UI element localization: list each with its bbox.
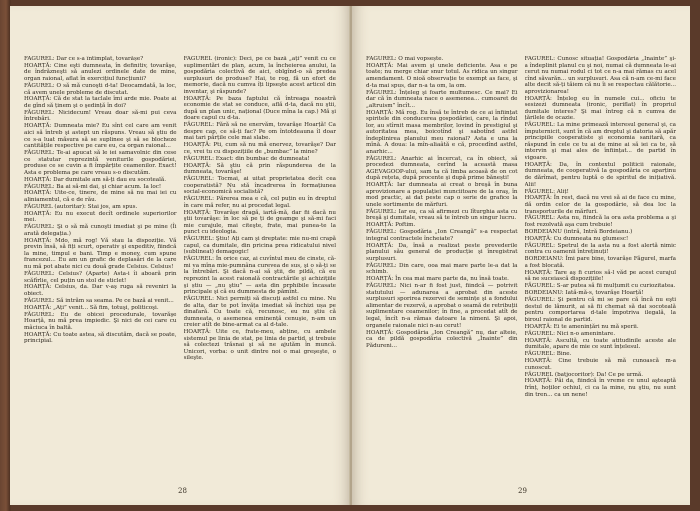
dialogue-line: HOARȚĂ: Mă rog. Eu însă te întreb de ce ai înființat spiritele din conducerea gospodăriei, care, la rîndul lor, au stîrnit masa membrilor, lovind în prestigiul şi autoritatea mea, boicotînd şi sabotînd astfel îndeplinirea planului meu raional? Asta e una la mînă. A doua: la mîn-aliaâtă e că, procedînd astfel, anarhic... bbox=[366, 109, 518, 155]
dialogue-line: HOARȚĂ: Cine trebuie să mă cunoască m-a cunoscut. bbox=[524, 358, 676, 371]
dialogue-line: FĂGUREL (ironic): Deci, pe ce bază „ați” venit cu ce suplimentări de plan, acum, la încheierea anului, la gospodăria colectivă de aici, oblgînd-o să predea surplusuri de produse? Hai, te rog, fă un efort de memorie, dacă nu cumva îți lipseşte acest articol din inventar, şi răspunde? bbox=[183, 56, 336, 95]
dialogue-line: HOARȚĂ: Pti, cum să nu mă enervez, tovarăşe? Dar ce, vrei tu cu dispozițiile de „bumbac” la mine? bbox=[183, 142, 336, 155]
dialogue-line: FĂGUREL: Eu de obicei procedurale, tovarăşe Hoarță, nu mă prea impiedic. Şi nici de cei care cu mâciuca în baltă. bbox=[24, 311, 177, 331]
dialogue-line: HOARȚĂ: Iar dumneata ai creat o breşă în buna aprovizionare a populației munciitoare de la oraş, în mod practic, ai dat peste cap o serie de grafice la unele sortimente de mărfuri. bbox=[366, 182, 518, 208]
dialogue-line: FĂGUREL: Aliț! bbox=[524, 188, 569, 195]
dialogue-line: FĂGUREL: În orice caz, ai cuvîntul meu de cinste, că-mi va mîna mie-pumnâna curevea de sus, şi o să-ți se la întrebări. Şi dacă n-ai să ştii, de pildă, că eu reprezint la acest raională contractările şi achizițiile şi știu — „nu ştiu” — asta din prphibile încasate principale şi că eu dummesta de pămînt. bbox=[183, 256, 336, 296]
dialogue-line: HOARȚĂ: Mdo, mă rog! Vă stau la dispoziție. Vă previn însă, să fiți scurt, operativ şi expeditiv, fiindcă la mine, timpul e bani. Timp e money, cum spune francezul... Eu am un grafic de deplasări de la care nu mă pot abate nici cu două grade Celsius. Celsius! bbox=[24, 237, 177, 271]
dialogue-line: FĂGUREL: O mai vopsește. bbox=[366, 56, 444, 62]
dialogue-line: HOARȚĂ: Mai avem şi unele deficiente. Asa e pe toate; nu merge chiar snur totul. As ridica un singur amendament. O nioă observație te exempt as face, şi d-ta mai spus, dar n-a ta om, la om. bbox=[366, 62, 518, 89]
dialogue-line: HOARȚĂ: Pe baza faptului că întreaga noastră economie de stat se conduce, află d-ta, dacă nu ştii, după un plan unic, național (Duce mîna la cap.) Mă şi doare capul cu d-ta. bbox=[183, 95, 336, 122]
dialogue-line: FĂGUREL: Anarhic ai încercat, ca în obiect, să procedezi dumneata, cerînd la această masa AGEVAGOOP-ului, sam ta că limba acoasă de on cot după rețeta, după procente şi după prime bănești! bbox=[366, 155, 518, 182]
dialogue-line: FĂGUREL: Exact: din bumbac de dumneata! bbox=[183, 155, 310, 162]
dialogue-line: FĂGUREL: Ba ai să-mi dai, şi chiar acum. Ia loc! bbox=[24, 183, 162, 190]
dialogue-line: HOARȚĂ: Gospodăria „Ion Creangă” nu, dar alteie, ca de pildă gospodăria colectivă „Înainte” din Pădureni... bbox=[366, 329, 518, 349]
dialogue-line: HOARȚĂ: Dar dumitale am să-ți dau eu socoteală. bbox=[24, 176, 167, 183]
dialogue-line: FĂGUREL: Asta nu, fiindcă la ora asta problema a şi fost rezolvată aşa cum trebuie! bbox=[524, 215, 676, 229]
dialogue-line: FĂGUREL: Nici permiți să discuți astfel cu mine. Nu de alta, dar te pot învăța imediat să închizi ușa pe dinafară. Cu toate că, recunosc, eu nu ştiu că dumneata, o asemenea eminență cenuşie, n-am un creier atît de bine-armat ca al d-tale. bbox=[183, 295, 336, 329]
dialogue-line: HOARȚĂ: Uite ce, frate-meu, abține, cu ambele sistemul pe linia de stat, pe linia de partid, şi trebuie să colectezi trăsnai şi să ne ajutăm în muncă. Unicori, vorba: o unit dintre noi o mai greşeşte, o sileşte. bbox=[183, 329, 336, 362]
right-page bbox=[352, 6, 690, 505]
dialogue-line: HOARȚĂ: Celsius, da. Dar v-aş ruga să reveniri la obiect. bbox=[24, 284, 177, 297]
dialogue-line: HOARȚĂ: Cine eşti dumneata, în definitiv, tovarăşe, de îndrăzneşti să anulezi ordinele date de mine, organ raional, aflat în exercițiul funcțiunii? bbox=[24, 62, 177, 83]
dialogue-line: HOARȚĂ: Cu dumneata nu glumesc! bbox=[524, 235, 629, 242]
dialogue-line: FĂGUREL: Şi pentru că mi se pare că încă nu eşti destul de lămurit, ai să fii chemat să dai socoteală pentru comportarea d-tale împotriva ilegală, la biroul raional de partid. bbox=[524, 297, 676, 323]
dialogue-line: FĂGUREL: La mine primează interesul general şi, ca împuternicit, sunt în că am dreptul şi datoria să apăr principiile cooperatiste şi economia sanitară, ca răspund în cele ce tu ai de mine ai să iei ca te, să intervin şi mai ales de înființat... de partid în vigoare. bbox=[524, 122, 676, 161]
left-page-column-1 bbox=[24, 56, 177, 477]
dialogue-line: FĂGUREL: Spetrul de la asta nu a fost alertă nimic contra cu oamenii întreținuți! bbox=[524, 242, 676, 256]
dialogue-line: FĂGUREL: Dar ce s-a întîmplat, tovarășe? bbox=[24, 56, 144, 62]
dialogue-line: FĂGUREL: Te-ai apucat să le iei samavolnic din cese ce statutar reprezintă veniturile gospodăriei, produse ce se cuvin a fi împărțite ceamenilor. Exact! Asta e problema pe care vreau s-o discutăm. bbox=[24, 150, 177, 176]
dialogue-line: FĂGUREL (batjocoritor): Da! Ce pe urmă. bbox=[524, 371, 644, 378]
dialogue-line: FĂGUREL: Gospodăria „Ion Creangă” s-a respectat integral contractele încheiate? bbox=[366, 229, 518, 242]
dialogue-line: HOARȚĂ: „Ați” venit... Să fim, totuşi, politicoşi. bbox=[24, 304, 159, 311]
dialogue-line: FĂGUREL: Nicidecum! Vreau doar să-mi pui ceva întrebări. bbox=[24, 109, 177, 123]
dialogue-line: FĂGUREL: Înțeleg şi foarte multumesc. Ce mai? Ei dar că în dumneata nace o asemenea... cumoaret de „altruism” încît... bbox=[366, 89, 518, 109]
dialogue-line: HOARȚĂ: Da, însă a realizat peste prevederile planului său general de producție şi înregistrat surplusuri. bbox=[366, 242, 518, 262]
dialogue-line: HOARȚĂ: Eu nu execut decît ordinele superiorilor mei. bbox=[24, 210, 177, 224]
dialogue-line: FĂGUREL: Şi o să mă cunoşti imediat şi pe mine (Îi arată delegația.) bbox=[24, 224, 177, 237]
dialogue-line: HOARȚĂ: Tare aş fi curios să-l văd pe acest curajul să ne suceiască dispozițiile! bbox=[524, 269, 676, 283]
dialogue-line: FĂGUREL: S-ar putea să fii mulțumit cu curiozitatea. bbox=[524, 283, 676, 290]
dialogue-line: FĂGUREL: Părerea mea e că, cel puțin eu în dreptul în care mă refer, nu ai procedat legal. bbox=[183, 196, 336, 209]
right-page-column-2 bbox=[525, 56, 677, 477]
dialogue-line: FĂGUREL: Iar eu, ca să afirmezi cu lîturghia asta cu breşă şi dumitale, vreau să te întreb un singur lucru. bbox=[366, 208, 518, 222]
dialogue-line: HOARȚĂ: Poftim. bbox=[366, 222, 416, 229]
dialogue-line: BORDEIANU: Îmi pare bine, tovarășe Făgurel, marfa a fost blocată. bbox=[524, 256, 676, 269]
right-page-column-1 bbox=[366, 56, 518, 477]
dialogue-line: HOARȚĂ: În cea mai mare parte da, nu însă toate. bbox=[366, 276, 509, 283]
dialogue-line: HOARȚĂ: Ascultă, cu toate atitudinile aceste ale dumitale, apare de mie ce sunt înțelesul. bbox=[524, 337, 676, 351]
dialogue-line: HOARȚĂ: În rest, dacă nu vrei să ai de face cu mine, dă ordin celor de la gospodărie, să dea loc la transporturile de mărfuri. bbox=[524, 195, 676, 215]
dialogue-line: BORDEIANU: Iată-mă-s, tovarăşe Hoarță! bbox=[524, 290, 644, 297]
dialogue-line: FĂGUREL: Nici n-o amenintare. bbox=[524, 330, 616, 337]
dialogue-line: BORDEIANU (intră, Intră Bordeianu.) bbox=[524, 228, 633, 235]
dialogue-line: FĂGUREL: Celsius? (Aparte) Asta-i îi aboară prin scăfîrlie, cel puțin un stol de sticlet! bbox=[24, 270, 177, 284]
dialogue-line: HOARȚĂ: Ei te amenințări nu mă sperii. bbox=[524, 323, 639, 330]
dialogue-line: FĂGUREL (autoritar): Stai jos, am spus. bbox=[24, 203, 138, 210]
left-page-column-2 bbox=[184, 56, 337, 477]
dialogue-line: HOARȚĂ: Că de stat la taclale îmi arde mie. Poate ai de gînd să ținem şi o şedință în doi? bbox=[24, 96, 177, 109]
dialogue-line: HOARȚĂ: Da, în contextul politicii raionale, dumneata, de cooperativă la gospodăria ce aparținu de dărîmat, pentru luptă o de spiritul de inițiativă. Alii! bbox=[524, 161, 676, 188]
dialogue-line: FĂGUREL: Nici n-ar fi fost just, fiindcă — potrivit statutului — adunarea a aprobat din aceste surplusuri sporirea rezervei de semințe şi a fondului alimentar de rezervă, a aprobat o seamă de retribuții suplimentare ceamenilor; în fine, a procedat atît de legal, încît n-a rămas datoare la nimeni. Şi apoi, organele raionale nici n-au cerut! bbox=[366, 283, 518, 329]
dialogue-line: FĂGUREL: O să mă cunoşti d-ta! Deocamdată, la loc, că avem unele probleme de discutat. bbox=[24, 82, 177, 96]
dialogue-line: FĂGUREL: Tocmai, ai uitat proprietatea decît cea cooperatistă? Nu stă încadrerea în formațiunea social-economică socialistă? bbox=[183, 176, 336, 196]
right-page-columns bbox=[366, 56, 676, 477]
dialogue-line: FĂGUREL: Fără să ne enervăm, tovarăşe Hoarță! Ca despre cap, ce să-ți fac? Pe om întotdeauna îl doar mai tari părțile cele mai slabe. bbox=[183, 122, 336, 142]
left-page bbox=[10, 6, 350, 505]
left-page-columns bbox=[24, 56, 336, 477]
dialogue-line: HOARȚĂ: Înțeleg eu în numele cui... oficiu te sesizezi dumneata (ironic, periflat) în propriul dumitale interes? Şi mai întreg că n cumva de țărilele de ocazie. bbox=[524, 95, 676, 122]
dialogue-line: FĂGUREL: Bine. bbox=[524, 351, 572, 358]
dialogue-line: HOARȚĂ: Păi da, fiindcă în vreme ce unul aşteaptă frînț, hoților ochiul, ci ca la mine, nu ştiu, nu sunt din tren... ca un nene! bbox=[524, 378, 676, 398]
dialogue-line: HOARȚĂ: Să ştiu că prin răspunderea de la dumneata, tovarăşe! bbox=[183, 162, 336, 176]
dialogue-line: HOARȚĂ: Dumneata mie? Eu sînt cel care am venit aici să întreb şi astept un răspuns. Vreau să ştiu de ce s-a luat măsura să se suplinee şi să se blocheze cantitățile respective pe care eu, ca organ raional... bbox=[24, 123, 177, 150]
dialogue-line: FĂGUREL: Să intrăm sa seama. Pe ce bază ai venit... bbox=[24, 297, 174, 304]
dialogue-line: FĂGUREL: Cunosc situația! Gospodăria „Înainte” şi-a îndeplinit planul cu şi noi, numai că dumneata le-ai cerut nu numai rodul ci tot ce n-a mai rămas cu acel cînd săvarăn... un surplusuri. Asa că n-am ce-mi face alte decit să-ți tăiem că nu îi se respectau călătorie... aprovizionarea! bbox=[524, 56, 676, 95]
dialogue-line: HOARȚĂ: Cu toate astea, să discutăm, dacă se poate, principial. bbox=[24, 331, 177, 345]
dialogue-line: HOARȚĂ: Tovarăşe dragă, iartă-mă, dar fii dacă nu ştii tovarăşe: în loc să pe ți de geamge şi să-mi faci mie curajule, mai citeşte, frate, mai punea-te la punct cu ideologia. bbox=[183, 209, 336, 236]
page-number-right: 29 bbox=[518, 487, 527, 495]
dialogue-line: FĂGUREL: Din care, ooa mai mare parte le-a dat la schimb. bbox=[366, 262, 518, 276]
dialogue-line: FĂGUREL: Ştiu! Ați cam şi dreptate: mie nu-mi crapă capul, ca dumitale, din pricina prea ridicatului nivel (sublineat) demagogic! bbox=[183, 236, 336, 256]
page-number-left: 28 bbox=[178, 487, 187, 495]
dialogue-line: HOARȚĂ: Uite-ce, tinere, de mine să nu mai iei cu aliniamentul, că e de rău. bbox=[24, 190, 177, 203]
